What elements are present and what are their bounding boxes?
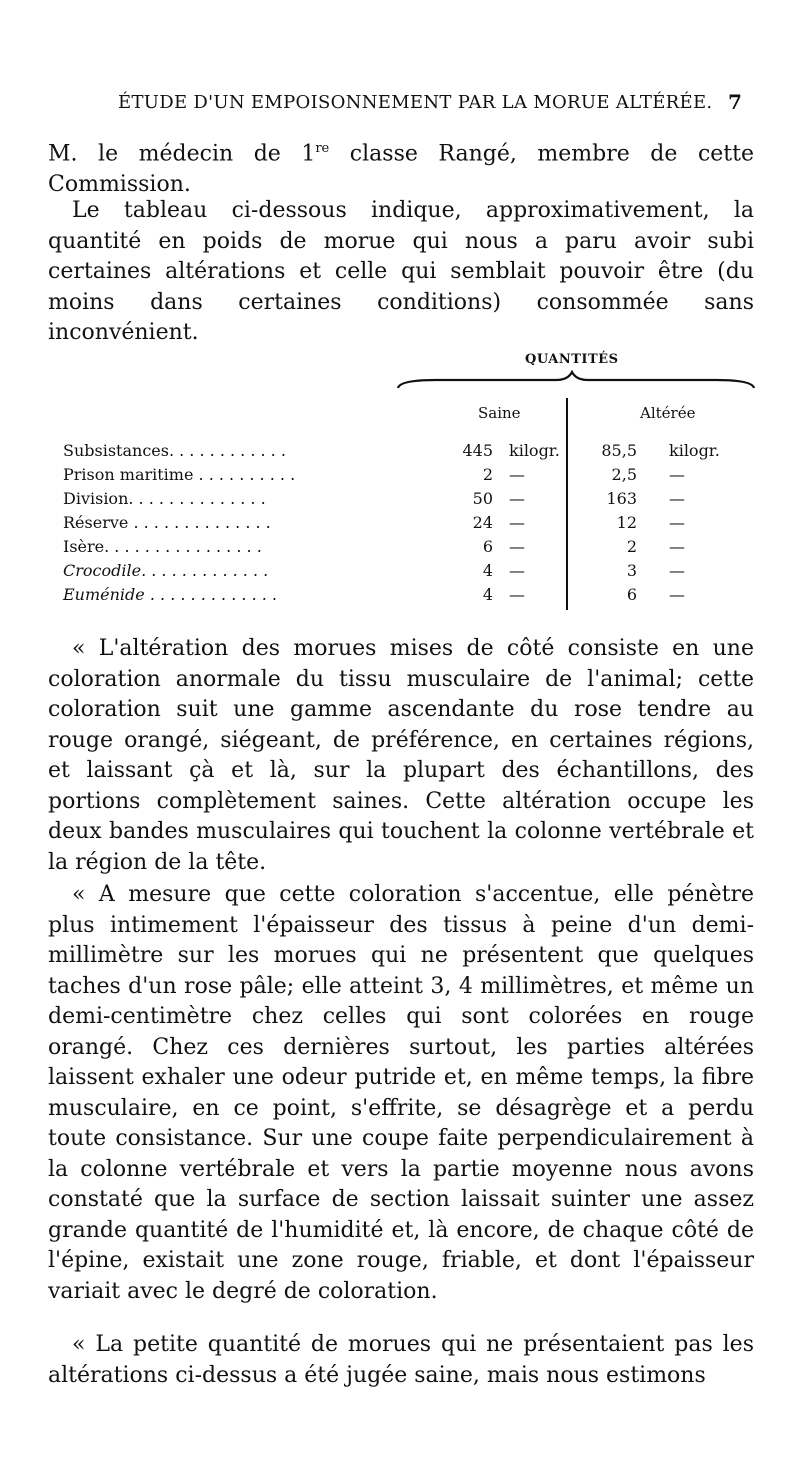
alteree-value: 85,5 <box>601 441 637 460</box>
row-label: Euménide . . . . . . . . . . . . . <box>63 585 277 604</box>
alteree-unit: — <box>669 513 685 532</box>
row-label: Crocodile. . . . . . . . . . . . . <box>63 561 269 580</box>
saine-unit: — <box>509 465 525 484</box>
curly-brace-icon <box>396 370 756 392</box>
page-number: 7 <box>728 90 742 114</box>
saine-value: 24 <box>472 513 493 532</box>
saine-value: 4 <box>482 561 493 580</box>
row-label: Subsistances. . . . . . . . . . . . <box>63 441 286 460</box>
intro-line-post: classe Rangé, membre de cette Commission. <box>48 141 754 197</box>
body-paragraph-4-text: « A mesure que cette coloration s'accentue, elle pénètre plus intimement l'épaisseur des tissus à peine d'un demi-millimètre sur les morues qui ne présentent que quelques taches d'un rose pâle; elle atteint 3, 4 millimètres, et même un demi-centimètre chez celles qui sont colorées en rouge orangé. Chez ces dernières surtout, les parties altérées laissent exhaler une odeur putride et, en même temps, la fibre musculaire, en ce point, s'effrite, se désagrège et a perdu toute consistance. Sur une coupe faite perpendiculairement à la colonne vertébrale et vers la partie moyenne nous avons constaté que la surface de section laissait suinter une assez grande quantité de l'humidité et, là encore, de chaque côté de l'épine, existait une zone rouge, friable, et dont l'épaisseur variait avec le degré de coloration. <box>48 882 754 1304</box>
alteree-value: 163 <box>606 489 637 508</box>
alteree-value: 6 <box>626 585 637 604</box>
column-divider <box>566 398 568 610</box>
saine-value: 445 <box>462 441 493 460</box>
row-label: Prison maritime . . . . . . . . . . <box>63 465 296 484</box>
intro-paragraph-2 <box>48 196 754 349</box>
saine-unit: — <box>509 537 525 556</box>
alteree-unit: — <box>669 585 685 604</box>
body-paragraph-4 <box>48 880 754 1307</box>
row-label: Division. . . . . . . . . . . . . . <box>63 489 266 508</box>
alteree-unit: — <box>669 465 685 484</box>
body-paragraph-5 <box>48 1330 754 1391</box>
body-paragraph-3-text: « L'altération des morues mises de côté consiste en une coloration anormale du tissu musculaire de l'animal; cette coloration suit une gamme ascendante du rose tendre au rouge orangé, siégeant, de préférence, en certaines régions, et laissant çà et là, sur la plupart des échantillons, des portions complètement saines. Cette altération occupe les deux bandes musculaires qui touchent la colonne vertébrale et la région de la tête. <box>48 636 754 875</box>
saine-value: 2 <box>482 465 493 484</box>
column-header-alteree: Altérée <box>640 404 696 422</box>
row-label: Réserve . . . . . . . . . . . . . . <box>63 513 271 532</box>
body-paragraph-3 <box>48 634 754 878</box>
saine-unit: — <box>509 585 525 604</box>
intro-line-pre: M. le médecin de 1 <box>48 141 316 167</box>
saine-unit: — <box>509 489 525 508</box>
column-header-saine: Saine <box>478 404 521 422</box>
intro-paragraph-2-text: Le tableau ci-dessous indique, approximativement, la quantité en poids de morue qui nous a paru avoir subi certaines altérations et celle qui semblait pouvoir être (du moins dans certaines conditions) consommée sans inconvénient. <box>48 198 754 345</box>
body-paragraph-5-text: « La petite quantité de morues qui ne présentaient pas les altérations ci-dessus a été jugée saine, mais nous estimons <box>48 1332 754 1388</box>
saine-value: 6 <box>482 537 493 556</box>
saine-unit: — <box>509 513 525 532</box>
saine-unit: kilogr. <box>509 441 560 460</box>
row-label: Isère. . . . . . . . . . . . . . . . <box>63 537 262 556</box>
alteree-unit: — <box>669 489 685 508</box>
saine-value: 4 <box>482 585 493 604</box>
table-group-header: QUANTITÉS <box>525 352 619 367</box>
alteree-unit: — <box>669 537 685 556</box>
alteree-value: 12 <box>616 513 637 532</box>
alteree-unit: — <box>669 561 685 580</box>
alteree-value: 2 <box>626 537 637 556</box>
alteree-value: 2,5 <box>611 465 637 484</box>
alteree-value: 3 <box>626 561 637 580</box>
running-title: ÉTUDE D'UN EMPOISONNEMENT PAR LA MORUE ALTÉRÉE. <box>118 92 713 113</box>
saine-unit: — <box>509 561 525 580</box>
intro-superscript: re <box>315 141 330 156</box>
alteree-unit: kilogr. <box>669 441 720 460</box>
saine-value: 50 <box>472 489 493 508</box>
intro-paragraph-1 <box>48 134 754 200</box>
